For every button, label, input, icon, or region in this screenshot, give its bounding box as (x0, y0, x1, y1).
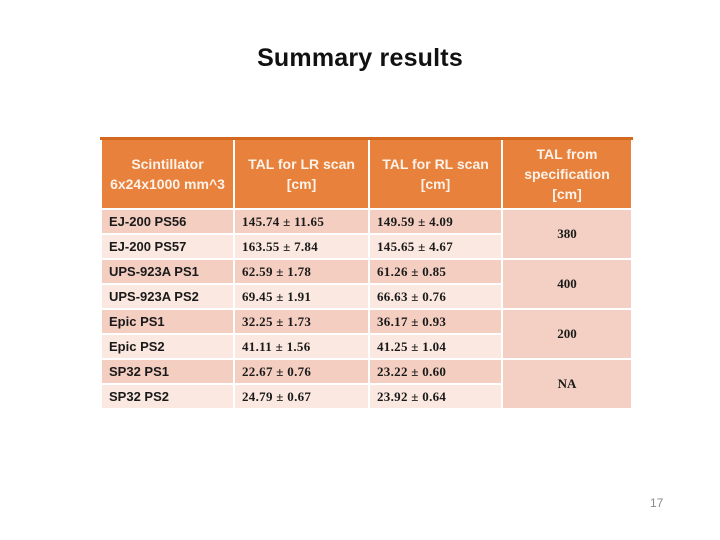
table-row (101, 259, 632, 284)
header-tal-rl-scan: TAL for RL scan [cm] (369, 139, 502, 210)
tal-rl-value: 36.17 ± 0.93 (369, 309, 502, 334)
scintillator-name: SP32 PS1 (101, 359, 234, 384)
tal-rl-value: 23.22 ± 0.60 (369, 359, 502, 384)
tal-rl-value: 41.25 ± 1.04 (369, 334, 502, 359)
spec-value: 200 (502, 309, 632, 359)
tal-rl-value: 61.26 ± 0.85 (369, 259, 502, 284)
tal-lr-value: 62.59 ± 1.78 (234, 259, 369, 284)
tal-lr-value: 163.55 ± 7.84 (234, 234, 369, 259)
tal-rl-value: 23.92 ± 0.64 (369, 384, 502, 409)
scintillator-name: EJ-200 PS56 (101, 209, 234, 234)
table-row (101, 359, 632, 384)
results-table (100, 137, 633, 410)
tal-rl-value: 145.65 ± 4.67 (369, 234, 502, 259)
tal-lr-value: 41.11 ± 1.56 (234, 334, 369, 359)
header-tal-lr-scan: TAL for LR scan [cm] (234, 139, 369, 210)
table-header (101, 139, 632, 210)
tal-lr-value: 32.25 ± 1.73 (234, 309, 369, 334)
tal-lr-value: 69.45 ± 1.91 (234, 284, 369, 309)
tal-lr-value: 22.67 ± 0.76 (234, 359, 369, 384)
scintillator-name: SP32 PS2 (101, 384, 234, 409)
scintillator-name: UPS-923A PS1 (101, 259, 234, 284)
tal-rl-value: 149.59 ± 4.09 (369, 209, 502, 234)
tal-lr-value: 145.74 ± 11.65 (234, 209, 369, 234)
spec-value: 400 (502, 259, 632, 309)
scintillator-name: EJ-200 PS57 (101, 234, 234, 259)
scintillator-name: Epic PS1 (101, 309, 234, 334)
scintillator-name: Epic PS2 (101, 334, 234, 359)
tal-rl-value: 66.63 ± 0.76 (369, 284, 502, 309)
table-body (101, 209, 632, 409)
page-number: 17 (650, 496, 664, 510)
table-row (101, 309, 632, 334)
header-row (101, 139, 632, 210)
spec-value: 380 (502, 209, 632, 259)
table-row (101, 209, 632, 234)
header-scintillator: Scintillator 6x24x1000 mm^3 (101, 139, 234, 210)
slide-title: Summary results (257, 44, 463, 72)
spec-value: NA (502, 359, 632, 409)
scintillator-name: UPS-923A PS2 (101, 284, 234, 309)
header-tal-specification: TAL from specification [cm] (502, 139, 632, 210)
tal-lr-value: 24.79 ± 0.67 (234, 384, 369, 409)
